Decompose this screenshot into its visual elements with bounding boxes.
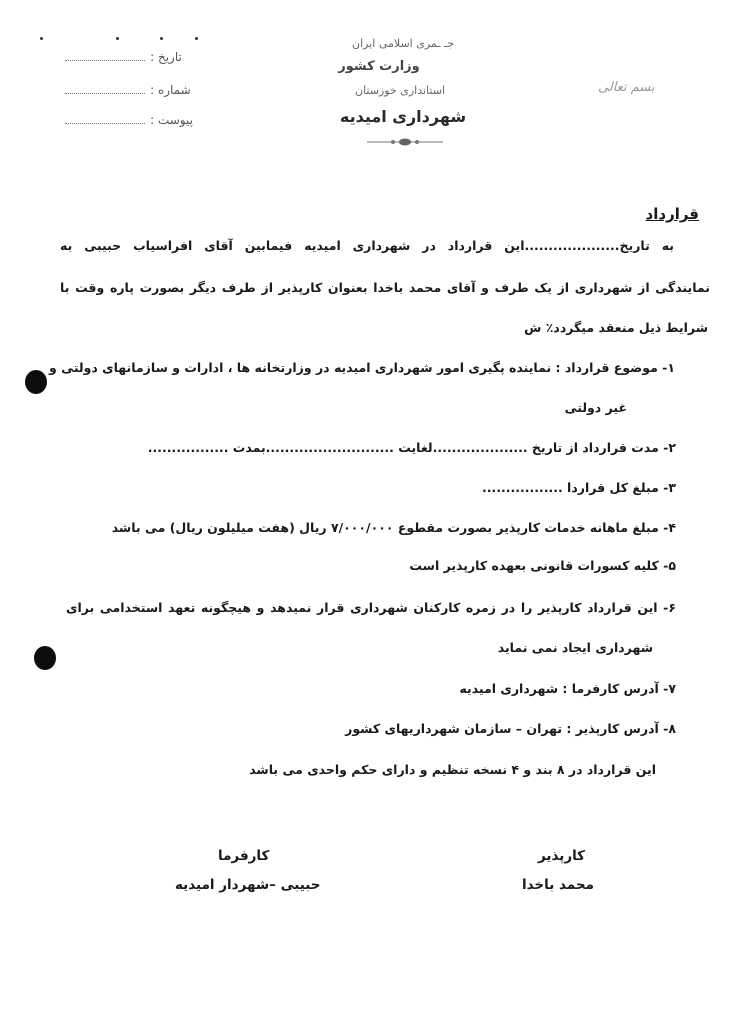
contractor-title: کارپذیر (538, 848, 586, 864)
employer-title: کارفرما (218, 848, 270, 864)
number-label: شماره : (150, 83, 191, 97)
employer-name: حبیبی –شهردار امیدیه (175, 877, 321, 893)
clause-5: ۵- کلیه کسورات قانونی بعهده کارپذیر است (409, 558, 676, 573)
intro-line-3: شرایط ذیل منعقد میگردد٪ ش (524, 320, 708, 335)
clause-1: ۱- موضوع قرارداد : نماینده پگیری امور شهرداری امیدیه در وزارتخانه ها ، ادارات و سازمانهای دولتی و (49, 360, 675, 375)
clause-7: ۷- آدرس کارفرما : شهرداری امیدیه (459, 681, 676, 696)
letterhead-ministry: وزارت کشور (338, 59, 420, 74)
clause-6-cont: شهرداری ایجاد نمی نماید (497, 640, 653, 655)
emblem-logo: بسم تعالی (598, 80, 655, 95)
punch-hole-top (25, 370, 47, 394)
clause-8: ۸- آدرس کارپذیر : تهران – سازمان شهرداریهای کشور (345, 721, 676, 736)
clause-6: ۶- این قرارداد کارپذیر را در زمره کارکنان شهرداری قرار نمیدهد و هیچگونه تعهد استخدامی برای (66, 600, 676, 615)
clause-1-cont: غیر دولتی (564, 400, 627, 415)
clause-4: ۴- مبلغ ماهانه خدمات کارپذیر بصورت مقطوع ۷/۰۰۰/۰۰۰ ریال (هفت میلیلون ریال) می باشد (111, 520, 676, 535)
letterhead-province: استانداری خوزستان (354, 84, 445, 97)
clause-3: ۳- مبلغ کل قراردا ................. (481, 480, 676, 495)
intro-line-1: به تاریخ....................این قرارداد در شهرداری امیدیه فیمابین آقای افراسیاب حبیبی به (60, 238, 674, 253)
intro-line-2: نمایندگی از شهرداری از یک طرف و آقای محمد باخدا بعنوان کارپذیر از طرف دیگر بصورت پاره وقت با (60, 280, 710, 295)
ornament-divider (365, 137, 445, 147)
punch-hole-bottom (34, 646, 56, 670)
contractor-name: محمد باخدا (522, 877, 594, 893)
contract-title: قرارداد (645, 205, 699, 223)
attachment-label: پیوست : (150, 113, 193, 127)
date-label: تاریخ : (150, 50, 182, 64)
clause-2: ۲- مدت قرارداد از تاریخ ....................لغایت ...........................بمدت ................. (147, 440, 676, 455)
letterhead-municipality: شهرداری امیدیه (339, 107, 467, 126)
letterhead-country: جـ ـمری اسلامی ایران (352, 37, 454, 50)
closing-statement: این قرارداد در ۸ بند و ۴ نسخه تنظیم و دارای حکم واحدی می باشد (249, 762, 656, 777)
